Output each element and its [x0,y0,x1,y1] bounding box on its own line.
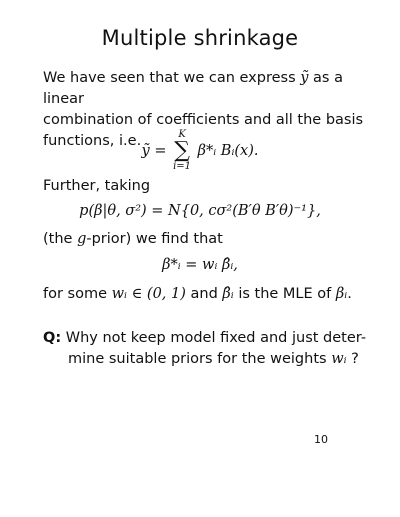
mle-text: for some [43,286,112,302]
sum-upper: K [178,129,186,140]
mle-text: . [347,286,352,302]
g-prior-rest: -prior) we find that [86,231,223,247]
eq2-text: p(β|θ, σ²) = N{0, cσ²(B′θ B′θ)⁻¹}, [79,203,321,219]
equation-weights [0,257,400,273]
further-taking: Further, taking [43,178,151,194]
intro-text: as a linear [43,70,343,107]
intro-line-2: combination of coefficients and all the basis [43,112,364,128]
question-text: ? [346,351,359,367]
question-text: Why not keep model fixed and just deter- [61,330,367,346]
mle-line [43,284,373,305]
question-line-2 [43,349,373,370]
w-range: wᵢ ∈ (0, 1) [111,286,186,302]
question-text: mine suitable priors for the weights [68,351,332,367]
eq1-rhs: β*ᵢ Bᵢ(x). [197,143,259,159]
summation [173,130,191,172]
eq3-text: β*ᵢ = wᵢ β̂ᵢ, [162,257,238,273]
beta-i: βᵢ [335,286,348,302]
equation-prior [0,203,400,219]
eq1-lhs: ỹ = [141,143,172,159]
mle-text: and [185,286,223,302]
sum-lower: i=1 [173,161,192,172]
intro-line-1 [43,68,373,110]
w-var: wᵢ [331,351,347,367]
page-number: 10 [314,433,328,446]
y-tilde: ỹ [300,70,309,86]
question-block [43,328,373,370]
equation-sum [0,130,400,172]
sum-symbol: ∑ [174,138,190,163]
g-var: g [77,231,87,247]
question-line-1 [43,328,373,349]
intro-text: We have seen that we can express [43,70,301,86]
beta-hat: β̂ᵢ [222,286,234,302]
g-prior-open: (the [43,231,78,247]
mle-text: is the MLE of [233,286,336,302]
intro-line-3: functions, i.e. [43,133,142,149]
slide-title: Multiple shrinkage [101,26,299,50]
question-label: Q: [43,330,62,346]
g-prior-line [43,229,373,250]
